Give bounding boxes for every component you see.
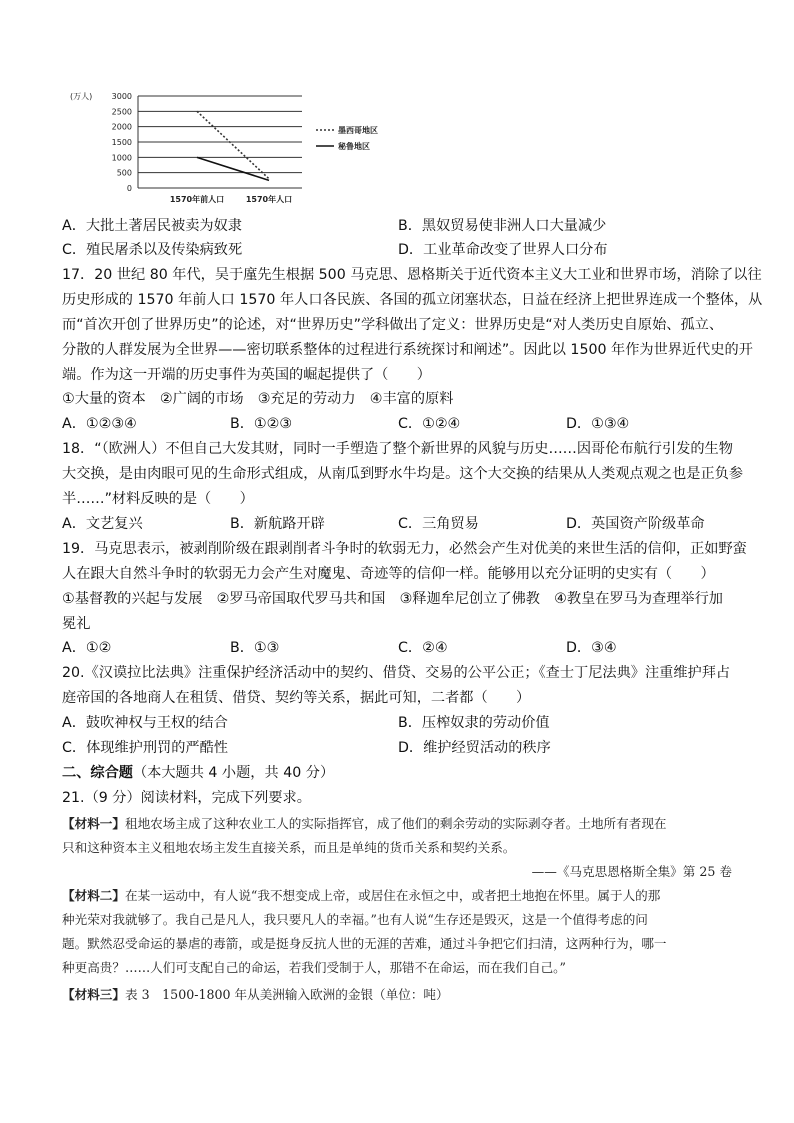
- q19-choices-line: ①基督教的兴起与发展 ②罗马帝国取代罗马共和国 ③释迦牟尼创立了佛教 ④教皇在罗马为查理举行加: [62, 591, 723, 607]
- q16-option-b[interactable]: B．黑奴贸易使非洲人口大量减少: [398, 218, 607, 234]
- y-tick-label: 500: [116, 168, 132, 178]
- q20-stem-line: 庭帝国的各地商人在租赁、借贷、契约等关系，据此可知，二者都（ ）: [62, 690, 531, 706]
- material-1-tag: 【材料一】: [62, 816, 125, 831]
- q16-option-a[interactable]: A．大批土著居民被卖为奴隶: [62, 218, 242, 234]
- q16-option-d[interactable]: D．工业革命改变了世界人口分布: [398, 242, 608, 258]
- material-2-line: [62, 887, 660, 905]
- material-1-source: ——《马克思恩格斯全集》第 25 卷: [531, 864, 732, 879]
- material-2-line: 种光荣对我就够了。我自己是凡人，我只要凡人的幸福。”也有人说“生存还是毁灭，这是一个值得考虑的问: [62, 912, 648, 927]
- section-2-note: （本大题共 4 小题，共 40 分）: [132, 765, 335, 781]
- q18-stem-line: 18．“（欧洲人）不但自己大发其财，同时一手塑造了整个新世界的风貌与历史……因哥伦布航行引发的生物: [62, 441, 733, 457]
- q21-intro: 21.（9 分）阅读材料，完成下列要求。: [62, 790, 311, 806]
- material-3-text: 表 3 1500-1800 年从美洲输入欧洲的金银（单位：吨）: [124, 987, 449, 1002]
- q19-stem-line: 19．马克思表示，被剥削阶级在跟剥削者斗争时的软弱无力，必然会产生对优美的来世生活的信仰，正如野蛮: [62, 541, 747, 557]
- q18-option-d[interactable]: D．英国资产阶级革命: [566, 516, 705, 532]
- q17-stem-line: 分散的人群发展为全世界——密切联系整体的过程进行系统探讨和阐述”。因此以 1500 年作为世界近代史的开: [62, 342, 753, 358]
- q20-option-a[interactable]: A．鼓吹神权与王权的结合: [62, 715, 228, 731]
- y-tick-label: 1500: [111, 138, 132, 147]
- q17-option-a[interactable]: A．①②③④: [62, 416, 137, 432]
- q18-stem-line: 大交换，是由肉眼可见的生命形式组成，从南瓜到野水牛均是。这个大交换的结果从人类观点观之也是正负参: [62, 466, 744, 482]
- y-tick-label: 0: [126, 184, 132, 193]
- x-category-label: 1570年前人口: [169, 195, 225, 204]
- y-tick-label: 1000: [111, 153, 132, 163]
- q19-choices-line: 冕礼: [62, 616, 91, 632]
- population-chart-svg: [62, 86, 422, 216]
- q17-option-c[interactable]: C．①②④: [398, 416, 461, 432]
- q19-option-a[interactable]: A．①②: [62, 640, 112, 656]
- q20-stem-line: 20.《汉谟拉比法典》注重保护经济活动中的契约、借贷、交易的公平公正；《查士丁尼法典》注重维护拜占: [62, 665, 731, 681]
- material-1-line: [62, 815, 667, 833]
- q17-stem-line: 历史形成的 1570 年前人口 1570 年人口各民族、各国的孤立闭塞状态，日益在经济上把世界连成一个整体，从: [62, 292, 763, 308]
- material-2-line: 题。默然忍受命运的暴虐的毒箭，或是挺身反抗人世的无涯的苦难，通过斗争把它们扫清，这两种行为，哪一: [62, 936, 667, 951]
- material-2-text: 在某一运动中，有人说“我不想变成上帝，或居住在永恒之中，或者把土地抱在怀里。属于人的那: [124, 888, 661, 903]
- q17-stem-line: 端。作为这一开端的历史事件为英国的崛起提供了（ ）: [62, 367, 431, 383]
- material-1-text: 租地农场主成了这种农业工人的实际指挥官，成了他们的剩余劳动的实际剥夺者。土地所有者现在: [124, 816, 667, 831]
- q20-option-d[interactable]: D．维护经贸活动的秩序: [398, 740, 551, 756]
- material-1-line: 只和这种资本主义租地农场主发生直接关系，而且是单纯的货币关系和契约关系。: [62, 840, 516, 855]
- q19-option-d[interactable]: D．③④: [566, 640, 617, 656]
- material-2-line: 种更高贵？……人们可支配自己的命运，若我们受制于人，那错不在命运，而在我们自己。”: [62, 960, 566, 975]
- q17-choices-line: ①大量的资本 ②广阔的市场 ③充足的劳动力 ④丰富的原料: [62, 391, 454, 407]
- q17-option-b[interactable]: B．①②③: [230, 416, 293, 432]
- q17-stem-line: 而“首次开创了世界历史”的论述，对“世界历史”学科做出了定义：世界历史是“对人类历史自原始、孤立、: [62, 317, 724, 333]
- q19-stem-line: 人在跟大自然斗争时的软弱无力会产生对魔鬼、奇迹等的信仰一样。能够用以充分证明的史实有（ ）: [62, 566, 715, 582]
- y-tick-label: 2500: [111, 107, 132, 117]
- material-3-tag: 【材料三】: [62, 987, 125, 1002]
- q17-stem-line: 17．20 世纪 80 年代，吴于廑先生根据 500 马克思、恩格斯关于近代资本主义大工业和世界市场，消除了以往: [62, 267, 762, 283]
- y-tick-label: 3000: [111, 92, 132, 101]
- y-tick-label: 2000: [111, 122, 132, 132]
- q18-option-b[interactable]: B．新航路开辟: [230, 516, 325, 532]
- material-2-tag: 【材料二】: [62, 888, 125, 903]
- population-chart: [62, 86, 422, 216]
- material-3-line: [62, 986, 449, 1004]
- q18-option-a[interactable]: A．文艺复兴: [62, 516, 143, 532]
- section-2-title: 二、综合题: [62, 765, 133, 781]
- q17-option-d[interactable]: D．①③④: [566, 416, 630, 432]
- q16-option-c[interactable]: C．殖民屠杀以及传染病致死: [62, 242, 243, 258]
- q18-stem-line: 半……”材料反映的是（ ）: [62, 491, 254, 507]
- q19-option-c[interactable]: C．②④: [398, 640, 448, 656]
- q20-option-b[interactable]: B．压榨奴隶的劳动价值: [398, 715, 550, 731]
- section-2-heading: [62, 763, 334, 783]
- series-line: [197, 157, 269, 180]
- legend-label: 秘鲁地区: [338, 142, 370, 151]
- legend-label: 墨西哥地区: [338, 126, 378, 135]
- q18-option-c[interactable]: C．三角贸易: [398, 516, 479, 532]
- q19-option-b[interactable]: B．①③: [230, 640, 280, 656]
- y-axis-label: (万人): [70, 92, 93, 101]
- x-category-label: 1570年人口: [245, 195, 293, 204]
- q20-option-c[interactable]: C．体现维护刑罚的严酷性: [62, 740, 228, 756]
